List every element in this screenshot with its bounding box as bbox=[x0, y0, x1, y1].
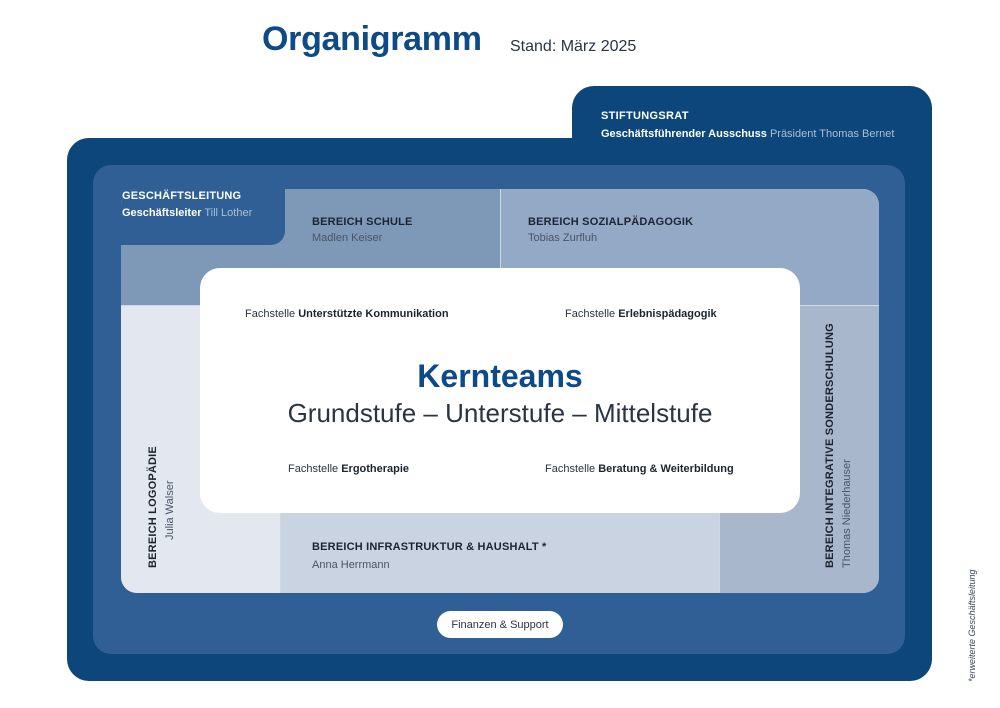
bereich-sozial-person: Tobias Zurfluh bbox=[528, 232, 598, 244]
bereich-logo-person: Julia Walser bbox=[164, 480, 176, 540]
geschaeftsleitung-person: Till Lother bbox=[204, 207, 253, 219]
bereich-infra-label: BEREICH INFRASTRUKTUR & HAUSHALT * bbox=[312, 541, 547, 553]
bereich-infra-box bbox=[281, 511, 719, 593]
page-subtitle: Stand: März 2025 bbox=[510, 38, 637, 55]
bereich-logo-label: BEREICH LOGOPÄDIE bbox=[147, 446, 159, 568]
fachstelle-ergo-prefix: Fachstelle bbox=[288, 463, 339, 475]
bereich-integ-label: BEREICH INTEGRATIVE SONDERSCHULUNG bbox=[824, 323, 836, 568]
fachstelle-beratung-name: Beratung & Weiterbildung bbox=[598, 463, 734, 475]
fachstelle-uk-prefix: Fachstelle bbox=[245, 308, 296, 320]
bereich-schule-label: BEREICH SCHULE bbox=[312, 216, 413, 228]
fachstelle-uk bbox=[245, 308, 449, 320]
stiftungsrat-subtitle bbox=[601, 128, 894, 140]
fachstelle-ergo-name: Ergotherapie bbox=[341, 463, 410, 475]
bereich-integ-person: Thomas Niederhauser bbox=[841, 459, 853, 568]
bereich-infra-person: Anna Herrmann bbox=[312, 559, 390, 571]
kernteams-title: Kernteams bbox=[417, 358, 583, 394]
fachstelle-ergo bbox=[288, 463, 409, 475]
bereich-sozial-label: BEREICH SOZIALPÄDAGOGIK bbox=[528, 216, 694, 228]
page-title: Organigramm bbox=[262, 20, 482, 58]
kernteams-card bbox=[200, 268, 800, 513]
geschaeftsleitung-role: Geschäftsleiter bbox=[122, 207, 202, 219]
finanzen-support-pill: Finanzen & Support bbox=[437, 611, 563, 638]
fachstelle-uk-name: Unterstützte Kommunikation bbox=[298, 308, 449, 320]
fachstelle-erlebnis-prefix: Fachstelle bbox=[565, 308, 616, 320]
geschaeftsleitung-title: GESCHÄFTSLEITUNG bbox=[122, 190, 242, 202]
fachstelle-erlebnis-name: Erlebnispädagogik bbox=[618, 308, 717, 320]
footnote: *erweiterte Geschäftsleitung bbox=[967, 569, 977, 682]
stiftungsrat-person: Präsident Thomas Bernet bbox=[769, 128, 895, 140]
kernteams-subtitle: Grundstufe – Unterstufe – Mittelstufe bbox=[287, 398, 713, 428]
stiftungsrat-title: STIFTUNGSRAT bbox=[601, 110, 689, 122]
bereich-schule-person: Madlen Keiser bbox=[312, 232, 383, 244]
stiftungsrat-committee: Geschäftsführender Ausschuss bbox=[601, 128, 767, 140]
fachstelle-beratung bbox=[545, 463, 734, 475]
geschaeftsleitung-subtitle bbox=[122, 207, 252, 219]
fachstelle-beratung-prefix: Fachstelle bbox=[545, 463, 596, 475]
fachstelle-erlebnis bbox=[565, 308, 717, 320]
